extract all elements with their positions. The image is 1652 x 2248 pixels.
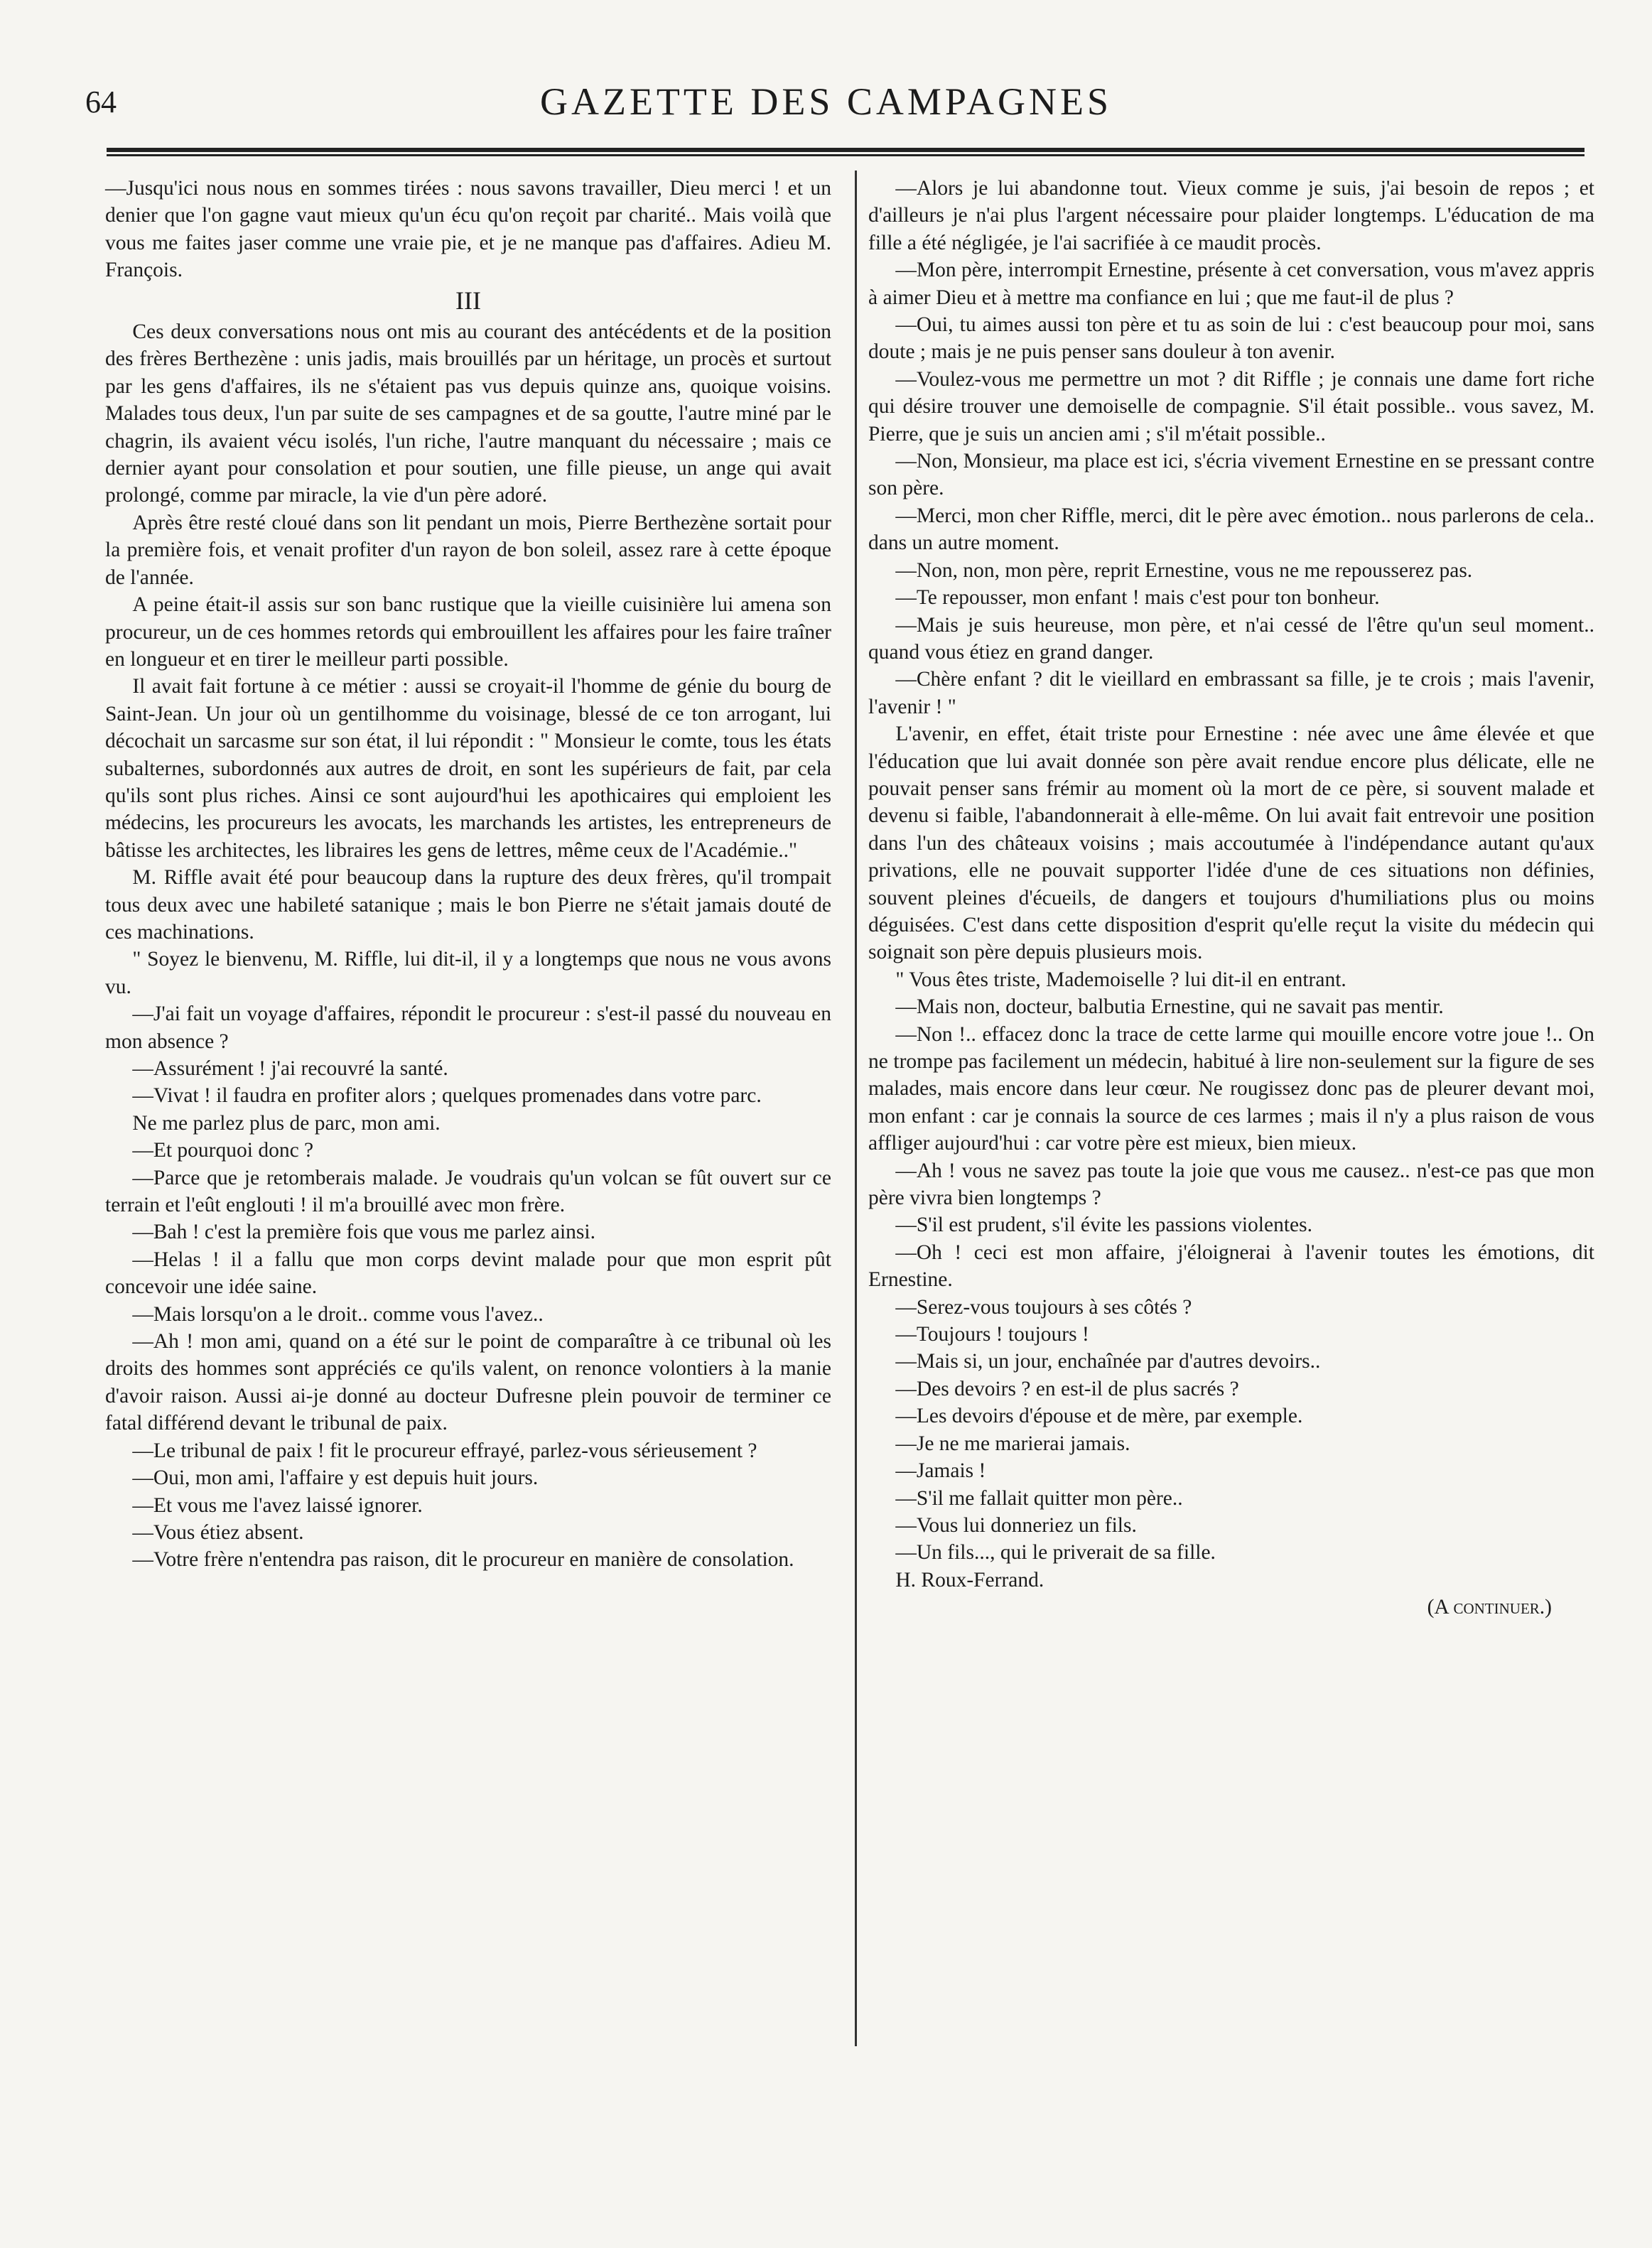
paragraph: —Et pourquoi donc ?	[132, 1139, 314, 1162]
paragraph: —Mais non, docteur, balbutia Ernestine, qui ne savait pas mentir.	[895, 995, 1444, 1019]
paragraph: —Mais si, un jour, enchaînée par d'autres devoirs..	[895, 1350, 1321, 1373]
paragraph: —J'ai fait un voyage d'affaires, répondit le procureur : s'est-il passé du nouveau en mon absence ?	[105, 1003, 831, 1053]
paragraph: —Jamais !	[895, 1459, 986, 1483]
paragraph: Ces deux conversations nous ont mis au courant des antécédents et de la position des frères Berthezène : unis jadis, mais brouillés par un héritage, un procès et surtout par les gens d'affaires, ils ne s'étaient pas vus depuis quinze ans, quoique voisins. Malades tous deux, l'un par suite de ses campagnes et de sa goutte, l'autre miné par le chagrin, ils avaient vécu isolés, l'un riche, l'autre manquant du nécessaire ; mais ce dernier ayant pour consolation et pour soutien, une fille pieuse, un ange qui avait prolongé, comme par miracle, la vie d'un père adoré.	[105, 320, 831, 507]
paragraph: —Toujours ! toujours !	[895, 1323, 1089, 1346]
paragraph: —Votre frère n'entendra pas raison, dit le procureur en manière de consolation.	[132, 1548, 794, 1572]
paragraph: —Et vous me l'avez laissé ignorer.	[132, 1493, 423, 1517]
paragraph: —Te repousser, mon enfant ! mais c'est pour ton bonheur.	[895, 586, 1380, 610]
paragraph: —Chère enfant ? dit le vieillard en embrassant sa fille, je te crois ; mais l'avenir, l'avenir ! "	[868, 668, 1594, 718]
paragraph: —Non !.. effacez donc la trace de cette larme qui mouille encore votre joue !.. On ne trompe pas facilement un médecin, habitué à lire non-seulement sur la figure de ses malades, mais encore dans leur cœur. Ne rougissez donc pas de pleurer devant moi, mon enfant : car je connais la source de ces larmes ; mais il n'y a plus raison de vous affliger aujourd'hui : car votre père est mieux, bien mieux.	[868, 1022, 1594, 1155]
paragraph: —Parce que je retomberais malade. Je voudrais qu'un volcan se fût ouvert sur ce terrain et l'eût englouti ! il m'a brouillé avec mon frère.	[105, 1166, 831, 1217]
paragraph: —Je ne me marierai jamais.	[895, 1432, 1130, 1455]
paragraph: L'avenir, en effet, était triste pour Ernestine : née avec une âme élevée et que l'éducation que lui avait donnée son père avait rendue encore plus délicate, elle ne pouvait penser sans frémir au moment où la mort de ce père, si souvent malade et devenu si faible, l'abandonnerait à elle-même. On lui avait fait entrevoir une position dans l'un des châteaux voisins ; mais accoutumée à l'indépendance autant qu'aux privations, elle ne pouvait supporter l'idée d'une de ces situations non définies, souvent pleines d'écueils, de dangers et toujours d'humiliations plus ou moins déguisées. C'est dans cette disposition d'esprit qu'elle reçut la visite du médecin qui soignait son père depuis plusieurs mois.	[868, 723, 1594, 964]
paragraph: —Jusqu'ici nous nous en sommes tirées : nous savons travailler, Dieu merci ! et un denier que l'on gagne vaut mieux qu'un écu qu'on reçoit par charité.. Mais voilà que vous me faites jaser comme une vraie pie, et je ne manque pas d'affaires. Adieu M. François.	[105, 177, 831, 282]
paragraph: —Helas ! il a fallu que mon corps devint malade pour que mon esprit pût concevoir une idée saine.	[105, 1248, 831, 1299]
paragraph: " Vous êtes triste, Mademoiselle ? lui dit-il en entrant.	[895, 968, 1346, 991]
column-divider	[855, 171, 857, 2046]
paragraph: —Vous étiez absent.	[132, 1520, 304, 1544]
paragraph: —Vous lui donneriez un fils.	[895, 1513, 1137, 1537]
paragraph: —Non, Monsieur, ma place est ici, s'écria vivement Ernestine en se pressant contre son père.	[868, 450, 1594, 500]
header-rule	[107, 148, 1584, 156]
paragraph: —Ah ! mon ami, quand on a été sur le point de comparaître à ce tribunal où les droits des hommes sont appréciés ce qu'ils valent, on renonce volontiers à la manie d'avoir raison. Aussi ai-je donné au docteur Dufresne plein pouvoir de terminer ce fatal différend devant le tribunal de paix.	[105, 1330, 831, 1435]
paragraph: —Des devoirs ? en est-il de plus sacrés ?	[895, 1377, 1239, 1400]
page-number: 64	[85, 85, 117, 119]
section-heading: III	[455, 286, 481, 315]
paragraph: —Merci, mon cher Riffle, merci, dit le père avec émotion.. nous parlerons de cela.. dans un autre moment.	[868, 504, 1594, 555]
paragraph: —Bah ! c'est la première fois que vous me parlez ainsi.	[132, 1221, 595, 1244]
paragraph: Après être resté cloué dans son lit pendant un mois, Pierre Berthezène sortait pour la première fois, et venait profiter d'un rayon de bon soleil, assez rare à cette époque de l'année.	[105, 511, 831, 589]
paragraph: —S'il me fallait quitter mon père..	[895, 1486, 1183, 1510]
left-column	[105, 175, 831, 1574]
paragraph: —Un fils..., qui le priverait de sa fille.	[895, 1541, 1216, 1565]
paragraph: —Assurément ! j'ai recouvré la santé.	[132, 1057, 448, 1080]
right-column	[868, 175, 1594, 1621]
paragraph: —Mais je suis heureuse, mon père, et n'ai cessé de l'être qu'un seul moment.. quand vous étiez en grand danger.	[868, 613, 1594, 664]
paragraph: —Serez-vous toujours à ses côtés ?	[895, 1295, 1192, 1319]
paragraph: —S'il est prudent, s'il évite les passions violentes.	[895, 1214, 1312, 1237]
paragraph: —Oui, mon ami, l'affaire y est depuis huit jours.	[132, 1466, 539, 1490]
paragraph: —Les devoirs d'épouse et de mère, par exemple.	[895, 1405, 1303, 1428]
paragraph: Ne me parlez plus de parc, mon ami.	[132, 1111, 441, 1135]
paragraph: —Le tribunal de paix ! fit le procureur effrayé, parlez-vous sérieusement ?	[132, 1439, 757, 1462]
paragraph: —Oh ! ceci est mon affaire, j'éloignerai à l'avenir toutes les émotions, dit Ernestine.	[868, 1241, 1594, 1292]
author-signature: (A continuer.)	[1427, 1596, 1552, 1619]
paragraph: —Alors je lui abandonne tout. Vieux comme je suis, j'ai besoin de repos ; et d'ailleurs je n'ai plus l'argent nécessaire pour plaider longtemps. L'éducation de ma fille a été négligée, je l'ai sacrifiée à ce maudit procès.	[868, 177, 1594, 254]
paragraph: " Soyez le bienvenu, M. Riffle, lui dit-il, il y a longtemps que nous ne vous avons vu.	[105, 948, 831, 998]
paragraph: —Mais lorsqu'on a le droit.. comme vous l'avez..	[132, 1302, 544, 1326]
paragraph: A peine était-il assis sur son banc rustique que la vieille cuisinière lui amena son procureur, un de ces hommes retords qui embrouillent les affaires pour les faire traîner en longueur et en tirer le meilleur parti possible.	[105, 593, 831, 671]
paragraph: —Oui, tu aimes aussi ton père et tu as soin de lui : c'est beaucoup pour moi, sans doute ; mais je ne puis penser sans douleur à ton avenir.	[868, 313, 1594, 364]
paragraph: —Ah ! vous ne savez pas toute la joie que vous me causez.. n'est-ce pas que mon père vivra bien longtemps ?	[868, 1159, 1594, 1210]
paragraph: —Voulez-vous me permettre un mot ? dit Riffle ; je connais une dame fort riche qui désire trouver une demoiselle de compagnie. S'il était possible.. vous savez, M. Pierre, que je suis un ancien ami ; s'il m'était possible..	[868, 367, 1594, 445]
paragraph: —Non, non, mon père, reprit Ernestine, vous ne me repousserez pas.	[895, 558, 1473, 582]
paragraph: M. Riffle avait été pour beaucoup dans la rupture des deux frères, qu'il trompait tous deux avec une habileté satanique ; mais le bon Pierre ne s'était jamais douté de ces machinations.	[105, 866, 831, 944]
masthead-title: GAZETTE DES CAMPAGNES	[539, 80, 1113, 123]
paragraph: Il avait fait fortune à ce métier : aussi se croyait-il l'homme de génie du bourg de Saint-Jean. Un jour où un gentilhomme du voisinage, blessé de ce ton arrogant, lui décochait un sarcasme sur son état, il lui répondit : " Monsieur le comte, tous les états subalternes, subordonnés aux autres de droit, en sont les supérieurs de fait, par cela qu'ils sont plus riches. Ainsi ce sont aujourd'hui les apothicaires qui emploient les médecins, les procureurs les avocats, les marchands les artistes, les entrepreneurs de bâtisse les architectes, les libraires les gens de lettres, même ceux de l'Académie.."	[105, 675, 831, 862]
paragraph: —Vivat ! il faudra en profiter alors ; quelques promenades dans votre parc.	[132, 1084, 762, 1108]
paragraph: —Mon père, interrompit Ernestine, présente à cet conversation, vous m'avez appris à aimer Dieu et à mettre ma confiance en lui ; que me faut-il de plus ?	[868, 259, 1594, 309]
paragraph: H. Roux-Ferrand.	[895, 1568, 1044, 1592]
